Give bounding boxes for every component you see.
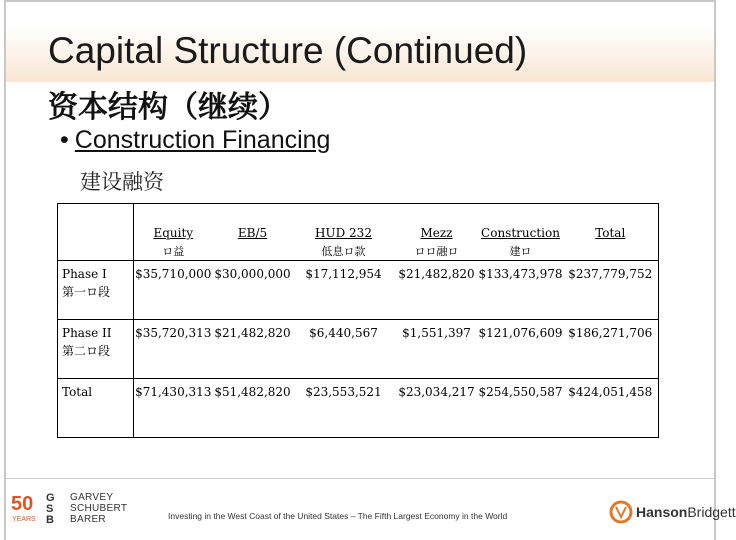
header-cell-hud232: HUD 232 低息ロ款 [293,204,395,261]
bullet-item [60,126,330,155]
firm-name-line: BARER [70,514,106,525]
header-cell-eb5: EB/5 [213,204,293,261]
header-cell-construction: Construction 建ロ [479,204,563,261]
row-label: Phase II 第二ロ段 [58,320,134,379]
table-row-phase-2 [58,320,659,379]
header-cell-mezz: Mezz ロロ融ロ [395,204,479,261]
bullet-marker: • [60,126,69,154]
table-cell: $23,034,217 [395,379,479,438]
bullet-text: Construction Financing [74,126,331,154]
slide-title-chinese: 资本结构（继续） [48,90,288,125]
bullet-text-chinese: 建设融资 [80,170,164,194]
table-cell: $51,482,820 [213,379,293,438]
logo-number: 50 [11,493,34,515]
table-cell: $17,112,954 [293,261,395,320]
firm-name-line: GARVEY [70,492,114,503]
table-cell: $237,779,752 [563,261,659,320]
slide-frame-right [714,0,716,540]
table-cell: $424,051,458 [563,379,659,438]
row-label: Phase I 第一ロ段 [58,261,134,320]
table-cell: $35,710,000 [134,261,213,320]
monogram-letter: S [46,503,54,515]
gsb-monogram [46,493,55,526]
footer-tagline: Investing in the West Coast of the United States – The Fifth Largest Economy in the World [168,511,508,521]
logo-subtext: YEARS [12,516,36,523]
table-row-total [58,379,659,438]
row-label: Total [58,379,134,438]
table-cell: $35,720,313 [134,320,213,379]
table-cell: $133,473,978 [479,261,563,320]
partner-firm-name: HansonBridgett [636,504,736,520]
table-cell: $1,551,397 [395,320,479,379]
table-cell: $186,271,706 [563,320,659,379]
table-row-phase-1 [58,261,659,320]
firm-name-line: SCHUBERT [70,503,128,514]
monogram-letter: B [46,514,54,526]
table-cell: $254,550,587 [479,379,563,438]
anniversary-logo [10,490,42,524]
table-cell: $71,430,313 [134,379,213,438]
monogram-letter: G [46,492,55,504]
table-cell: $121,076,609 [479,320,563,379]
table-cell: $23,553,521 [293,379,395,438]
table-cell: $21,482,820 [213,320,293,379]
table-cell: $6,440,567 [293,320,395,379]
firm-name [70,492,127,525]
table-cell: $30,000,000 [213,261,293,320]
table-header-row [58,204,659,261]
slide-title: Capital Structure (Continued) [48,30,528,71]
financing-table [57,203,659,438]
table-cell: $21,482,820 [395,261,479,320]
footer-divider [6,478,714,479]
header-cell-total: Total [563,204,659,261]
hansonbridgett-logo-icon [608,500,634,524]
header-cell-blank [58,204,134,261]
header-cell-equity: Equity ロ益 [134,204,213,261]
